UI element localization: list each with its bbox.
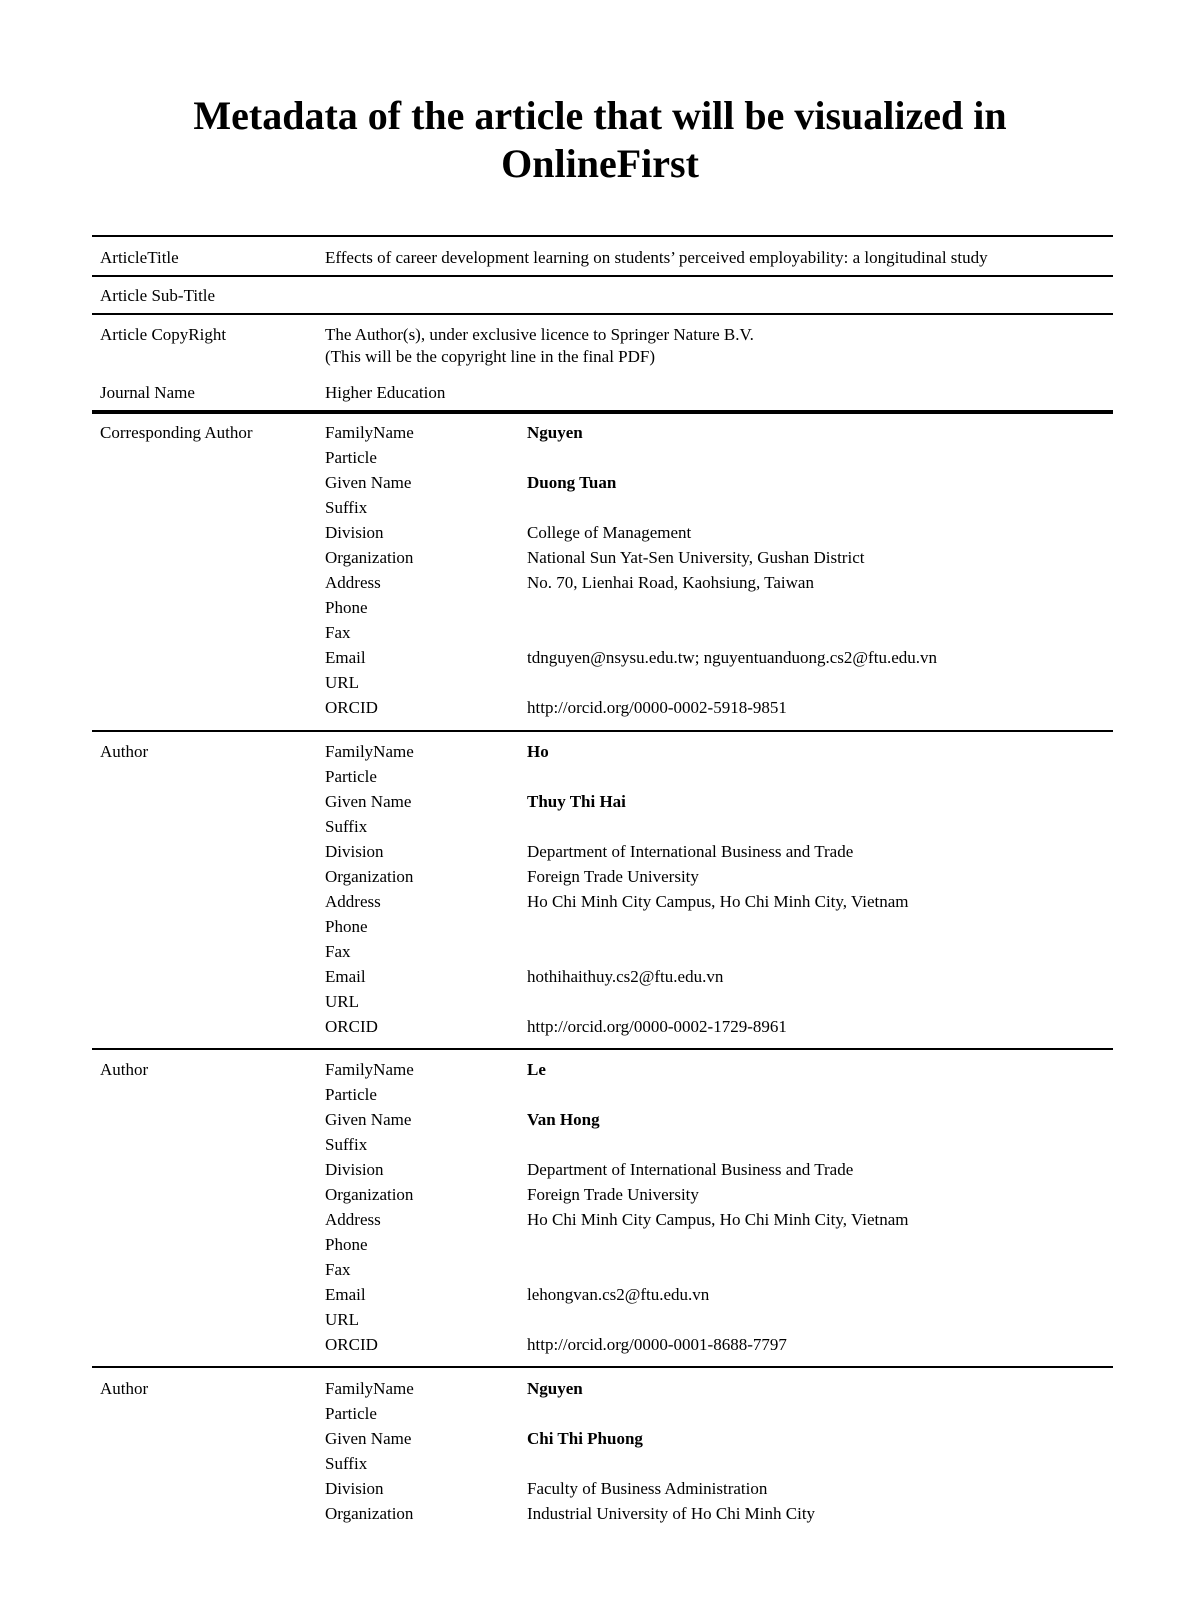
rule-after-author-1 (92, 730, 1113, 732)
address-value: Ho Chi Minh City Campus, Ho Chi Minh City, Vietnam (527, 892, 909, 911)
field-url (0, 992, 1200, 1017)
field-label: URL (325, 673, 359, 692)
field-label: Email (325, 967, 366, 986)
field-organization (0, 867, 1200, 892)
field-label: URL (325, 992, 359, 1011)
field-label: Suffix (325, 817, 368, 836)
author-role: Author (100, 742, 149, 761)
rule-after-author-3 (92, 1366, 1113, 1368)
field-label: FamilyName (325, 423, 414, 442)
field-given-name (0, 1110, 1200, 1135)
field-label: Given Name (325, 1110, 412, 1129)
field-email (0, 967, 1200, 992)
family-name-value: Le (527, 1060, 546, 1079)
field-label: Address (325, 892, 381, 911)
field-label: Division (325, 842, 384, 861)
field-particle (0, 448, 1200, 473)
field-label: Fax (325, 942, 351, 961)
field-label: Email (325, 648, 366, 667)
field-label: Particle (325, 448, 377, 467)
rule-after-title (92, 275, 1113, 277)
field-label: Given Name (325, 792, 412, 811)
field-label: Given Name (325, 1429, 412, 1448)
author-role: Author (100, 1379, 149, 1398)
field-division (0, 842, 1200, 867)
field-label: URL (325, 1310, 359, 1329)
field-fax (0, 942, 1200, 967)
article-copyright-line1: The Author(s), under exclusive licence to Springer Nature B.V. (325, 325, 754, 344)
field-label: Suffix (325, 1454, 368, 1473)
field-given-name (0, 473, 1200, 498)
field-label: Phone (325, 598, 368, 617)
field-orcid (0, 1335, 1200, 1360)
organization-value: Foreign Trade University (527, 1185, 699, 1204)
author-block-2 (0, 742, 1200, 1052)
field-suffix (0, 498, 1200, 523)
field-orcid (0, 698, 1200, 723)
article-copyright-label: Article CopyRight (100, 325, 227, 344)
field-organization (0, 548, 1200, 573)
field-label: Division (325, 1160, 384, 1179)
field-url (0, 1310, 1200, 1335)
field-email (0, 1285, 1200, 1310)
given-name-value: Thuy Thi Hai (527, 792, 626, 811)
email-value: tdnguyen@nsysu.edu.tw; nguyentuanduong.cs2@ftu.edu.vn (527, 648, 937, 667)
field-label: Division (325, 523, 384, 542)
field-label: Email (325, 1285, 366, 1304)
field-label: Given Name (325, 473, 412, 492)
field-label: ORCID (325, 1335, 378, 1354)
field-label: Organization (325, 548, 414, 567)
field-division (0, 1160, 1200, 1185)
field-family-name (0, 1060, 1200, 1085)
field-label: Organization (325, 1504, 414, 1523)
family-name-value: Ho (527, 742, 549, 761)
field-given-name (0, 1429, 1200, 1454)
field-particle (0, 1085, 1200, 1110)
field-email (0, 648, 1200, 673)
field-label: ORCID (325, 698, 378, 717)
field-label: ORCID (325, 1017, 378, 1036)
field-url (0, 673, 1200, 698)
given-name-value: Chi Thi Phuong (527, 1429, 643, 1448)
field-organization (0, 1504, 1200, 1529)
field-phone (0, 917, 1200, 942)
field-organization (0, 1185, 1200, 1210)
field-family-name (0, 423, 1200, 448)
article-title-label: ArticleTitle (100, 248, 179, 267)
field-phone (0, 1235, 1200, 1260)
field-fax (0, 623, 1200, 648)
field-orcid (0, 1017, 1200, 1042)
field-division (0, 1479, 1200, 1504)
organization-value: National Sun Yat-Sen University, Gushan District (527, 548, 865, 567)
field-label: Fax (325, 1260, 351, 1279)
orcid-value: http://orcid.org/0000-0001-8688-7797 (527, 1335, 787, 1354)
field-label: FamilyName (325, 742, 414, 761)
journal-name-label: Journal Name (100, 383, 195, 402)
field-family-name (0, 1379, 1200, 1404)
field-label: Organization (325, 1185, 414, 1204)
field-label: Phone (325, 917, 368, 936)
field-address (0, 1210, 1200, 1235)
email-value: lehongvan.cs2@ftu.edu.vn (527, 1285, 710, 1304)
field-label: FamilyName (325, 1379, 414, 1398)
division-value: Department of International Business and Trade (527, 1160, 854, 1179)
division-value: Faculty of Business Administration (527, 1479, 768, 1498)
article-title-value: Effects of career development learning on students’ perceived employability: a longitudinal study (325, 248, 988, 267)
rule-after-author-2 (92, 1048, 1113, 1050)
field-label: Organization (325, 867, 414, 886)
division-value: Department of International Business and Trade (527, 842, 854, 861)
field-label: Phone (325, 1235, 368, 1254)
author-block-4 (0, 1379, 1200, 1539)
field-fax (0, 1260, 1200, 1285)
page-title (0, 92, 1200, 188)
field-address (0, 892, 1200, 917)
field-label: Suffix (325, 498, 368, 517)
field-suffix (0, 1135, 1200, 1160)
rule-after-subtitle (92, 313, 1113, 315)
organization-value: Industrial University of Ho Chi Minh City (527, 1504, 816, 1523)
author-block-1 (0, 423, 1200, 733)
family-name-value: Nguyen (527, 423, 583, 442)
field-suffix (0, 817, 1200, 842)
field-given-name (0, 792, 1200, 817)
field-division (0, 523, 1200, 548)
orcid-value: http://orcid.org/0000-0002-5918-9851 (527, 698, 787, 717)
field-particle (0, 767, 1200, 792)
field-label: Suffix (325, 1135, 368, 1154)
journal-name-value: Higher Education (325, 383, 446, 402)
author-role: Corresponding Author (100, 423, 253, 442)
given-name-value: Van Hong (527, 1110, 600, 1129)
given-name-value: Duong Tuan (527, 473, 617, 492)
field-label: FamilyName (325, 1060, 414, 1079)
field-family-name (0, 742, 1200, 767)
field-label: Fax (325, 623, 351, 642)
field-label: Particle (325, 1085, 377, 1104)
article-subtitle-label: Article Sub-Title (100, 286, 216, 305)
division-value: College of Management (527, 523, 692, 542)
field-label: Particle (325, 767, 377, 786)
rule-before-authors (92, 410, 1113, 414)
address-value: No. 70, Lienhai Road, Kaohsiung, Taiwan (527, 573, 814, 592)
author-block-3 (0, 1060, 1200, 1370)
table-top-rule (92, 235, 1113, 237)
field-suffix (0, 1454, 1200, 1479)
page-title-line2: OnlineFirst (501, 141, 699, 186)
organization-value: Foreign Trade University (527, 867, 699, 886)
orcid-value: http://orcid.org/0000-0002-1729-8961 (527, 1017, 787, 1036)
field-label: Address (325, 573, 381, 592)
field-phone (0, 598, 1200, 623)
article-copyright-line2: (This will be the copyright line in the final PDF) (325, 347, 656, 366)
field-address (0, 573, 1200, 598)
page-title-line1: Metadata of the article that will be visualized in (193, 93, 1007, 138)
field-label: Division (325, 1479, 384, 1498)
field-label: Particle (325, 1404, 377, 1423)
email-value: hothihaithuy.cs2@ftu.edu.vn (527, 967, 724, 986)
author-role: Author (100, 1060, 149, 1079)
field-label: Address (325, 1210, 381, 1229)
family-name-value: Nguyen (527, 1379, 583, 1398)
field-particle (0, 1404, 1200, 1429)
address-value: Ho Chi Minh City Campus, Ho Chi Minh City, Vietnam (527, 1210, 909, 1229)
